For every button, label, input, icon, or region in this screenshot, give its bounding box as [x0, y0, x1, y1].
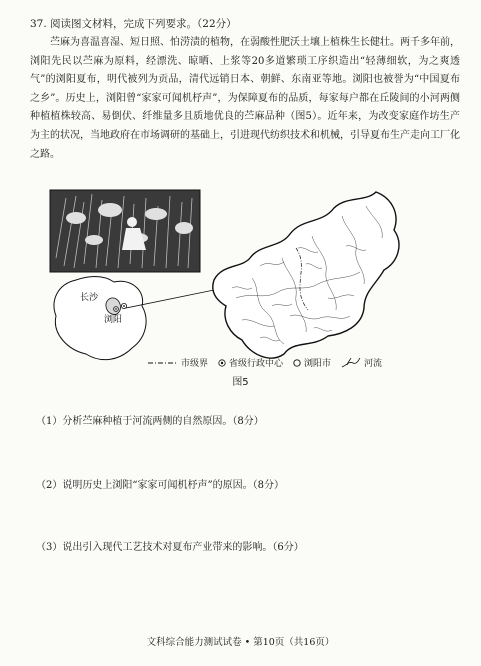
city-boundary-line-icon [148, 360, 178, 366]
hunan-inset-map [54, 277, 146, 360]
legend-item-river [341, 356, 382, 369]
river-symbol-icon [341, 357, 361, 369]
figure-5 [46, 188, 431, 373]
liuyang-map [213, 192, 399, 358]
legend-label: 省级行政中心 [229, 359, 284, 369]
changsha-label: 长沙 [80, 293, 99, 303]
ramie-photo [50, 190, 200, 272]
question-header: 37. 阅读图文材料，完成下列要求。（22分） [30, 18, 237, 30]
figure-legend [148, 356, 428, 369]
legend-item-city [293, 356, 331, 369]
subquestion-1: （1）分析苎麻种植于河流两侧的自然原因。（8分） [36, 416, 264, 427]
page-footer: 文科综合能力测试试卷 • 第10页（共16页） [146, 637, 335, 648]
liuyang-label: 浏阳 [104, 315, 123, 325]
provincial-capital-symbol-icon [218, 359, 226, 367]
subquestion-3: （3）说出引入现代工艺技术对夏布产业带来的影响。（6分） [36, 542, 304, 553]
passage-paragraph: 苎麻为喜温喜湿、短日照、怕涝渍的植物，在弱酸性肥沃土壤上植株生长健壮。两千多年前，浏阳先民以苎麻为原料，经漂洗、晾晒、上浆等20多道繁琐工序织造出“轻薄细软，为之爽透气”的浏阳夏布，明代被列为贡品，清代远销日本、朝鲜、东南亚等地。浏阳也被誉为“中国夏布之乡”。历史上，浏阳曾“家家可闻机杼声”，为保障夏布的品质，每家每户都在丘陵间的小河两侧种植植株较高、易倒伏、纤维量多且质地优良的苎麻品种（图5）。近年来，为改变家庭作坊生产为主的状况，当地政府在市场调研的基础上，引进现代纺织技术和机械，引导夏布生产走向工厂化之路。 [30, 37, 460, 160]
legend-label: 河流 [364, 359, 383, 369]
subquestion-2: （2）说明历史上浏阳“家家可闻机杼声”的原因。（8分） [36, 480, 284, 491]
map-figure [46, 188, 431, 373]
legend-item-city-boundary [148, 356, 208, 369]
changsha-marker-dot [115, 308, 117, 310]
city-symbol-icon [293, 359, 301, 367]
figure-caption: 图5 [232, 377, 249, 388]
legend-label: 市级界 [181, 359, 209, 369]
legend-item-provincial-capital [218, 356, 283, 369]
passage [30, 34, 460, 164]
legend-label: 浏阳市 [304, 359, 332, 369]
